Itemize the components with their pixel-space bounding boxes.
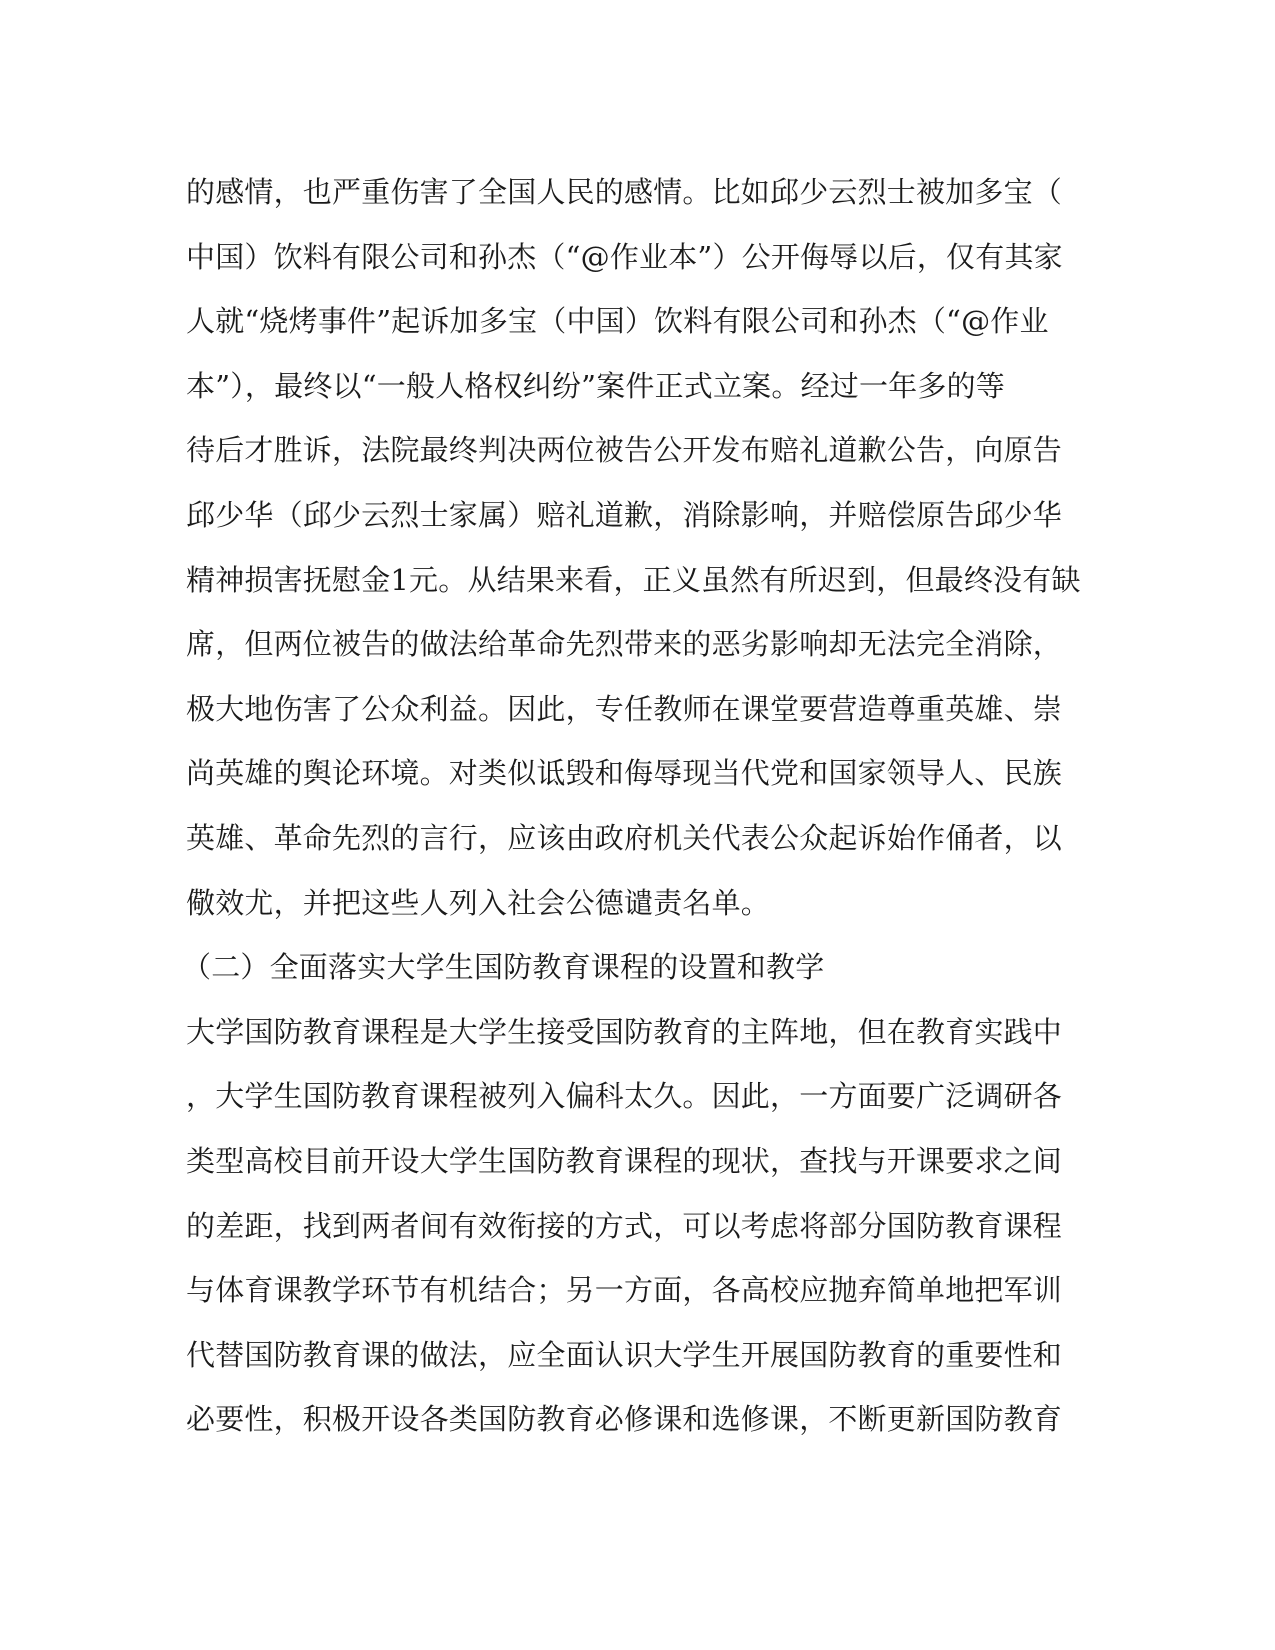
paragraph-line: 中国）饮料有限公司和孙杰（“@作业本”）公开侮辱以后，仅有其家 bbox=[186, 239, 1063, 274]
paragraph-line: 与体育课教学环节有机结合；另一方面，各高校应抛弃简单地把军训 bbox=[186, 1273, 1063, 1308]
paragraph-line: 本”），最终以“一般人格权纠纷”案件正式立案。经过一年多的等 bbox=[186, 368, 1005, 403]
paragraph-line: 大学国防教育课程是大学生接受国防教育的主阵地，但在教育实践中 bbox=[186, 1014, 1063, 1049]
paragraph-line: 尚英雄的舆论环境。对类似诋毁和侮辱现当代党和国家领导人、民族 bbox=[186, 756, 1063, 791]
paragraph-line: ，大学生国防教育课程被列入偏科太久。因此，一方面要广泛调研各 bbox=[186, 1079, 1063, 1114]
body-text bbox=[182, 160, 1086, 1452]
paragraph-line: 类型高校目前开设大学生国防教育课程的现状，查找与开课要求之间 bbox=[186, 1143, 1063, 1178]
paragraph-line: 的差距，找到两者间有效衔接的方式，可以考虑将部分国防教育课程 bbox=[186, 1208, 1063, 1243]
paragraph-line: 人就“烧烤事件”起诉加多宝（中国）饮料有限公司和孙杰（“@作业 bbox=[186, 304, 1049, 339]
section-heading: （二）全面落实大学生国防教育课程的设置和教学 bbox=[182, 950, 825, 985]
paragraph-line: 精神损害抚慰金1元。从结果来看，正义虽然有所迟到，但最终没有缺 bbox=[186, 562, 1081, 597]
paragraph-line: 必要性，积极开设各类国防教育必修课和选修课，不断更新国防教育 bbox=[186, 1402, 1063, 1437]
paragraph-line: 英雄、革命先烈的言行，应该由政府机关代表公众起诉始作俑者，以 bbox=[186, 820, 1063, 855]
paragraph-line: 待后才胜诉，法院最终判决两位被告公开发布赔礼道歉公告，向原告 bbox=[186, 433, 1063, 468]
paragraph-line: 席，但两位被告的做法给革命先烈带来的恶劣影响却无法完全消除， bbox=[186, 627, 1063, 662]
paragraph-line: 极大地伤害了公众利益。因此，专任教师在课堂要营造尊重英雄、崇 bbox=[186, 691, 1063, 726]
paragraph-line: 儆效尤，并把这些人列入社会公德谴责名单。 bbox=[186, 885, 771, 920]
paragraph-line: 的感情，也严重伤害了全国人民的感情。比如邱少云烈士被加多宝（ bbox=[186, 175, 1063, 209]
paragraph-line: 代替国防教育课的做法，应全面认识大学生开展国防教育的重要性和 bbox=[186, 1337, 1063, 1372]
paragraph-line: 邱少华（邱少云烈士家属）赔礼道歉，消除影响，并赔偿原告邱少华 bbox=[186, 497, 1063, 532]
